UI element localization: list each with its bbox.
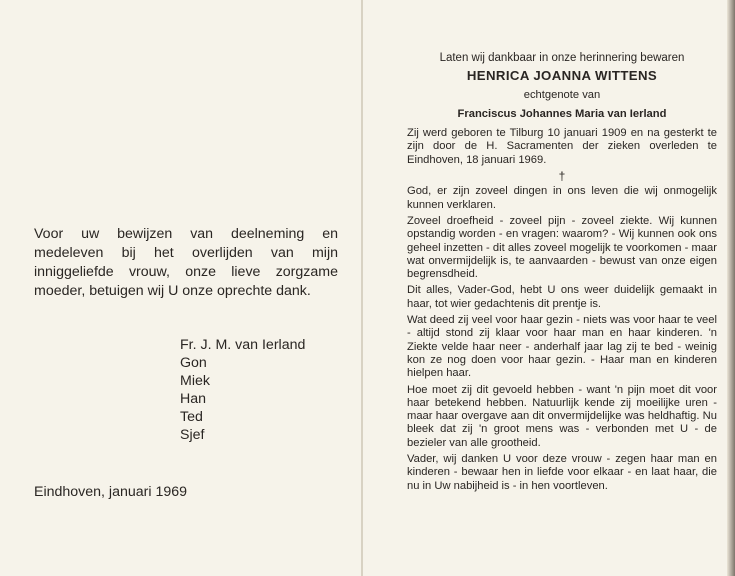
thank-you-text: Voor uw bewijzen van deelneming en medeleven bij het overlijden van mijn inniggeliefde vrouw, onze lieve zorgzame moeder, betuigen wij U onze oprechte dank. (34, 226, 338, 299)
cross-icon: † (558, 169, 566, 184)
signer-name: Gon (180, 355, 207, 371)
deceased-name: HENRICA JOANNA WITTENS (466, 68, 658, 84)
intro-line: Laten wij dankbaar in onze herinnering bewaren (439, 52, 685, 64)
signer-name: Fr. J. M. van Ierland (180, 337, 306, 353)
signer-name: Miek (180, 373, 210, 389)
prayer-paragraph: Wat deed zij veel voor haar gezin - niets was voor haar te veel - altijd stond zij klaar voor haar man en haar kinderen. 'n Ziekte velde haar neer - anderhalf jaar lag zij te bed - weinig kon ze nog doen voor haar gezin. - Haar man en kinderen hielpen haar. (407, 314, 717, 380)
card-edge-shadow (727, 0, 735, 576)
signer-name: Ted (180, 409, 203, 425)
signers-list (180, 336, 305, 444)
biography-text: Zij werd geboren te Tilburg 10 januari 1909 en na gesterkt te zijn door de H. Sacramenten der zieken overleden te Eindhoven, 18 januari 1969. (407, 127, 717, 166)
prayer-paragraph: Vader, wij danken U voor deze vrouw - zegen haar man en kinderen - bewaar hen in liefde voor elkaar - en laat haar, die nu in Uw nabijheid is - in hen voortleven. (407, 453, 717, 492)
spouse-label: echtgenote van (523, 88, 601, 101)
spouse-name: Franciscus Johannes Maria van Ierland (457, 107, 667, 120)
place-date: Eindhoven, januari 1969 (34, 484, 188, 500)
signer-name: Han (180, 391, 207, 407)
signer-name: Sjef (180, 427, 205, 443)
prayer-paragraph: Zoveel droefheid - zoveel pijn - zoveel ziekte. Wij kunnen opstandig worden - en vragen: waarom? - Wij kunnen ook ons geheel inzetten - dit alles zoveel mogelijk te voorkomen - maar wat onvermijdelijk is, te aanvaarden - bewust van onze eigen begrensdheid. (407, 214, 717, 281)
prayer-paragraph: God, er zijn zoveel dingen in ons leven die wij onmogelijk kunnen verklaren. (407, 185, 717, 211)
card-fold (361, 0, 363, 576)
memorial-text-column (407, 52, 717, 496)
prayer-paragraph: Dit alles, Vader-God, hebt U ons weer duidelijk gemaakt in haar, tot wier gedachtenis dit prentje is. (407, 284, 717, 310)
prayer-paragraph: Hoe moet zij dit gevoeld hebben - want 'n pijn moet dit voor haar betekend hebben. Natuurlijk kende zij moeilijke uren - maar haar overgave aan dit onvermijdelijke was heldhaftig. Nu bleek dat zij 'n groot mens was - verbonden met U - de bezieler van alle grootheid. (407, 383, 717, 449)
